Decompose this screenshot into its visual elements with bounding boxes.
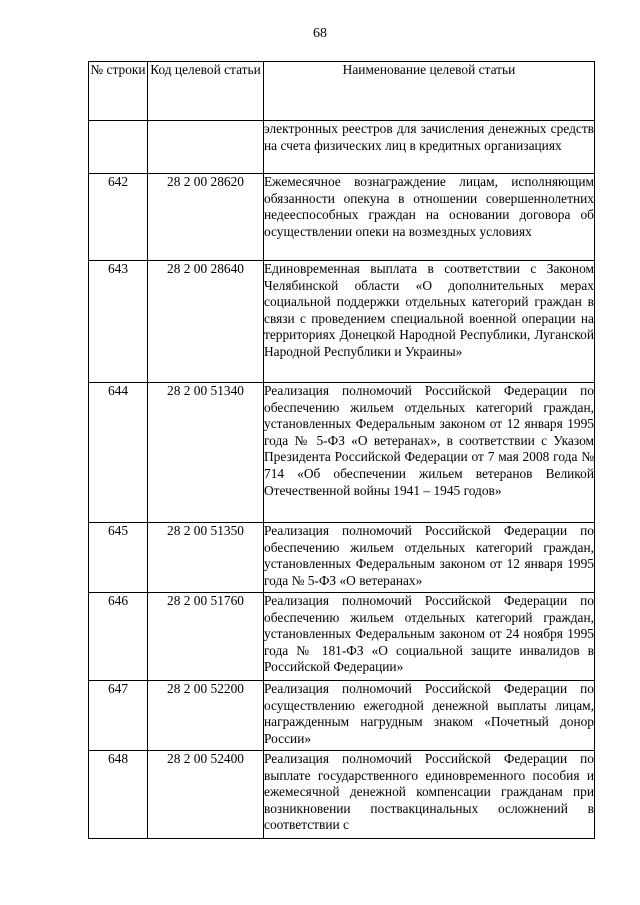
article-code: 28 2 00 28620 — [148, 174, 264, 261]
table-row — [89, 681, 595, 751]
table-row — [89, 174, 595, 261]
article-name: Реализация полномочий Российской Федерации по выплате государственного единовременного пособия и ежемесячной денежной компенсации гражданам при возникновении поствакцинальных осложнений в соответствии с — [264, 751, 595, 839]
target-articles-table — [88, 61, 595, 839]
header-article-name: Наименование целевой статьи — [264, 62, 595, 121]
row-number: 644 — [89, 383, 148, 523]
article-name: Реализация полномочий Российской Федерации по обеспечению жильем отдельных категорий граждан, установленных Федеральным законом от 12 января 1995 года № 5-ФЗ «О ветеранах» — [264, 523, 595, 593]
article-code: 28 2 00 52200 — [148, 681, 264, 751]
row-number: 642 — [89, 174, 148, 261]
header-row-number: № строки — [89, 62, 148, 121]
article-code: 28 2 00 51760 — [148, 593, 264, 681]
article-code — [148, 121, 264, 174]
article-name: Реализация полномочий Российской Федерации по обеспечению жильем отдельных категорий граждан, установленных Федеральным законом от 24 ноября 1995 года № 181-ФЗ «О социальной защите инвалидов в Российской Федерации» — [264, 593, 595, 681]
table-row — [89, 523, 595, 593]
article-code: 28 2 00 51350 — [148, 523, 264, 593]
row-number — [89, 121, 148, 174]
table-row — [89, 383, 595, 523]
table-header-row — [89, 62, 595, 121]
article-name: Единовременная выплата в соответствии с Законом Челябинской области «О дополнительных мерах социальной поддержки отдельных категорий граждан в связи с проведением специальной военной операции на территориях Донецкой Народной Республики, Луганской Народной Республики и Украины» — [264, 261, 595, 383]
row-number: 645 — [89, 523, 148, 593]
article-name: Реализация полномочий Российской Федерации по обеспечению жильем отдельных категорий граждан, установленных Федеральным законом от 12 января 1995 года № 5-ФЗ «О ветеранах», в соответствии с Указом Президента Российской Федерации от 7 мая 2008 года № 714 «Об обеспечении жильем ветеранов Великой Отечественной войны 1941 – 1945 годов» — [264, 383, 595, 523]
page-number: 68 — [313, 26, 327, 41]
header-article-code: Код целевой статьи — [148, 62, 264, 121]
table-row — [89, 593, 595, 681]
article-code: 28 2 00 52400 — [148, 751, 264, 839]
article-name: Ежемесячное вознаграждение лицам, исполняющим обязанности опекуна в отношении совершеннолетних недееспособных граждан на основании договора об осуществлении опеки на возмездных условиях — [264, 174, 595, 261]
article-name: Реализация полномочий Российской Федерации по осуществлению ежегодной денежной выплаты лицам, награжденным нагрудным знаком «Почетный донор России» — [264, 681, 595, 751]
table-row — [89, 751, 595, 839]
article-code: 28 2 00 51340 — [148, 383, 264, 523]
article-code: 28 2 00 28640 — [148, 261, 264, 383]
row-number: 646 — [89, 593, 148, 681]
article-name: электронных реестров для зачисления денежных средств на счета физических лиц в кредитных организациях — [264, 121, 595, 174]
table-row — [89, 261, 595, 383]
row-number: 648 — [89, 751, 148, 839]
row-number: 647 — [89, 681, 148, 751]
row-number: 643 — [89, 261, 148, 383]
table-row — [89, 121, 595, 174]
